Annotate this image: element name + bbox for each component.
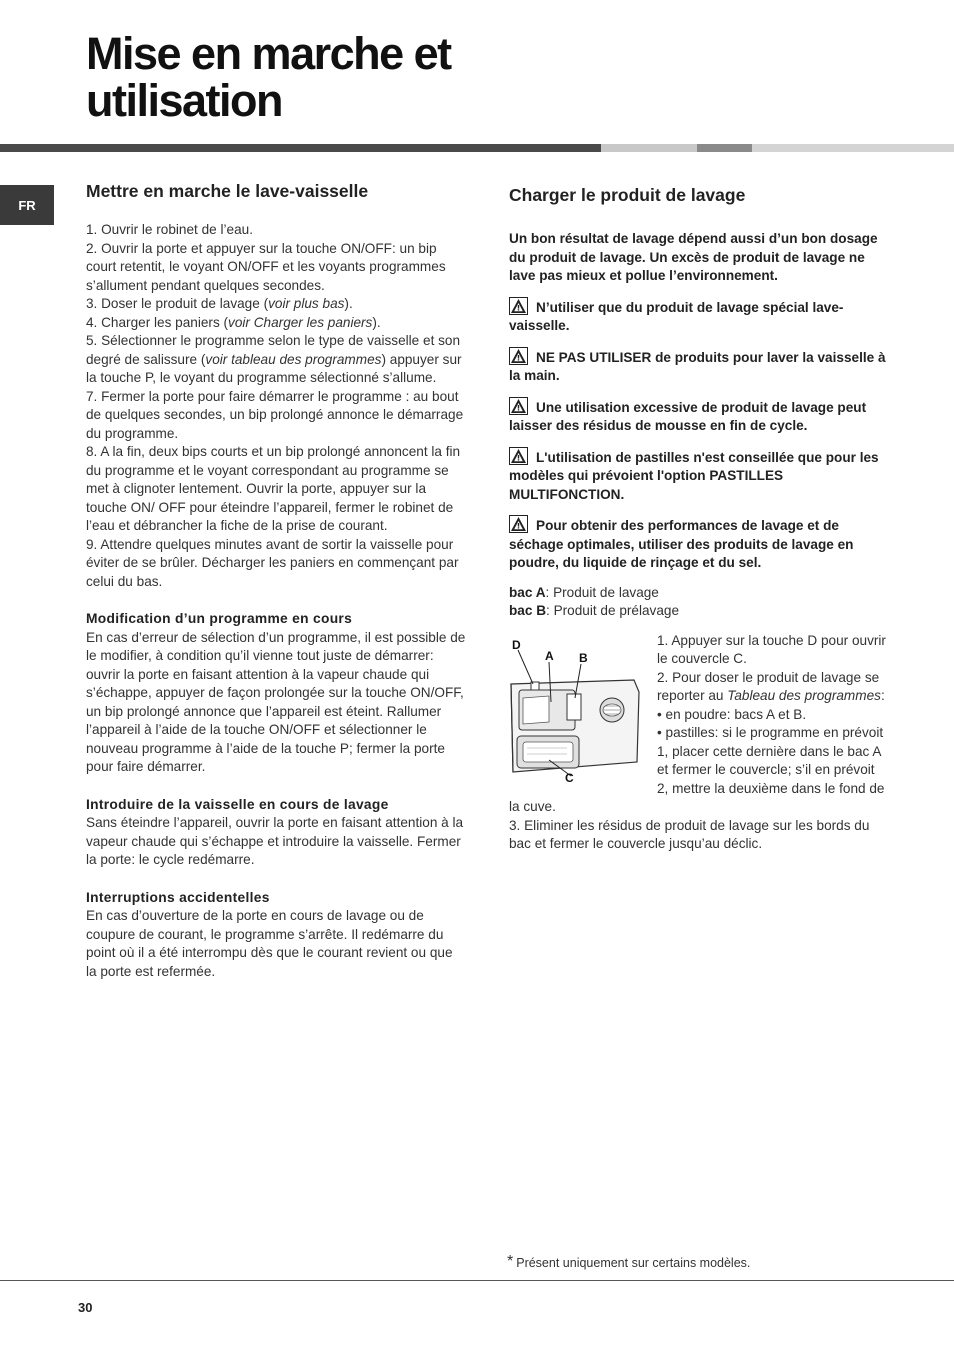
- compartment-b: [509, 602, 889, 621]
- step-2: 2. Ouvrir la porte et appuyer sur la touche ON/OFF: un bip court retentit, le voyant ON/OFF et les voyants programmes s’allument pendant quelques secondes.: [86, 240, 446, 293]
- warning-1-text: N’utiliser que du produit de lavage spécial lave-vaisselle.: [509, 299, 844, 333]
- subheading-modification: Modification d’un programme en cours: [86, 611, 353, 626]
- modification-text: En cas d’erreur de sélection d’un programme, il est possible de le modifier, à condition qu’il vienne tout juste de démarrer: ouvrir la porte en faisant attention à la vapeur chaude qui s’échappe, appuyer de façon prolongée sur la touche ON/OFF, un bip prolongé annonce que l’appareil est éteint. Rallumer l’appareil à l’aide de la touche ON/OFF et sélectionner le nouveau programme à l’aide de la touche P; fermer la porte pour faire démarrer.: [86, 629, 466, 774]
- intro-text: Un bon résultat de lavage dépend aussi d’un bon dosage du produit de lavage. Un excès de produit de lavage ne lave pas mieux et pollue l’environnement.: [509, 231, 878, 283]
- warning-5-text: Pour obtenir des performances de lavage et de séchage optimales, utiliser des produits de lavage en poudre, du liquide de rinçage et du sel.: [509, 518, 854, 570]
- step-7: 7. Fermer la porte pour faire démarrer le programme : au bout de quelques secondes, un bip prolongé annonce le démarrage du programme.: [86, 388, 464, 441]
- compartment-a-text: : Produit de lavage: [545, 584, 659, 600]
- instruction-2-text: 2. Pour doser le produit de lavage se reporter au: [657, 669, 880, 703]
- step-3-ref: voir plus bas: [268, 296, 345, 311]
- warning-2-text: NE PAS UTILISER de produits pour laver la vaisselle à la main.: [509, 349, 886, 383]
- warning-3-text: Une utilisation excessive de produit de lavage peut laisser des résidus de mousse en fin de cycle.: [509, 399, 867, 433]
- page-title-line2: utilisation: [86, 75, 282, 126]
- step-1: 1. Ouvrir le robinet de l’eau.: [86, 222, 253, 237]
- page-title: [86, 30, 786, 124]
- diagram-label-c: C: [565, 770, 574, 782]
- footer-rule: [0, 1280, 954, 1281]
- compartment-a-label: bac A: [509, 584, 546, 600]
- right-column: [509, 184, 889, 854]
- warning-2: [509, 347, 889, 386]
- step-4-ref: voir Charger les paniers: [228, 314, 373, 330]
- left-column: [86, 180, 466, 981]
- diagram-label-a: A: [545, 648, 554, 663]
- interruptions-text: En cas d’ouverture de la porte en cours de lavage ou de coupure de courant, le programme s’arrête. Il redémarre du point où il a été interrompu dès que le courant revient ou que la porte est refermée.: [86, 908, 453, 979]
- step-3-end: ).: [344, 296, 353, 311]
- warning-triangle-icon: [509, 397, 528, 415]
- header-rule-mid: [697, 144, 752, 152]
- detergent-dispenser-diagram: [509, 632, 649, 782]
- warning-4-text: L'utilisation de pastilles n'est conseillée que pour les modèles qui prévoient l'option PASTILLES MULTIFONCTION.: [509, 449, 879, 502]
- step-3-text: 3. Doser le produit de lavage (: [86, 296, 269, 311]
- instruction-1: 1. Appuyer sur la touche D pour ouvrir le couvercle C.: [657, 632, 886, 666]
- compartment-b-label: bac B: [509, 603, 547, 618]
- step-8: 8. A la fin, deux bips courts et un bip prolongé annoncent la fin du programme et le voyant correspondant au programme se met à clignoter lentement. Ouvrir la porte, appuyer sur la touche ON/ OFF pour éteindre l’appareil, fermer le robinet de l’eau et débrancher la fiche de la prise de courant.: [86, 444, 461, 533]
- page-title-line1: Mise en marche et: [86, 28, 451, 79]
- header-rule-light: [601, 144, 697, 152]
- warning-4: [509, 447, 889, 505]
- step-9: 9. Attendre quelques minutes avant de sortir la vaisselle pour éviter de se brûler. Décharger les paniers en commençant par celui du bas.: [86, 536, 459, 589]
- step-4-end: ).: [372, 314, 381, 330]
- introduire-text: Sans éteindre l’appareil, ouvrir la porte en faisant attention à la vapeur chaude qui s’échappe et introduire la vaisselle. Fermer la porte: le cycle redémarre.: [86, 815, 464, 867]
- diagram-label-b: B: [579, 650, 588, 665]
- subheading-introduire: Introduire de la vaisselle en cours de lavage: [86, 796, 389, 812]
- footnote: [507, 1253, 750, 1271]
- instruction-bullet-tablets: • pastilles: si le programme en prévoit 1, placer cette dernière dans le bac A et fermer le couvercle; s’il en prévoit 2, mettre la deuxième dans le fond de la cuve.: [509, 725, 885, 814]
- diagram-label-d: D: [512, 637, 521, 652]
- header-rule-light-end: [752, 144, 954, 152]
- step-5-text: 5. Sélectionner le programme selon le type de vaisselle et son degré de salissure (: [86, 333, 461, 367]
- warning-triangle-icon: [509, 515, 528, 533]
- dispenser-section: [509, 632, 889, 854]
- warning-triangle-icon: [509, 447, 528, 465]
- page-number: 30: [78, 1300, 93, 1315]
- instruction-bullet-powder: • en poudre: bacs A et B.: [657, 706, 807, 722]
- compartment-list: [509, 584, 889, 621]
- step-4: [86, 314, 466, 333]
- instruction-3: 3. Eliminer les résidus de produit de lavage sur les bords du bac et fermer le couvercle jusqu’au déclic.: [509, 817, 870, 851]
- step-5-end: ) appuyer sur la touche P, le voyant du programme sélectionné s’allume.: [86, 351, 462, 385]
- warning-triangle-icon: [509, 347, 528, 365]
- footnote-text: Présent uniquement sur certains modèles.: [516, 1256, 751, 1270]
- step-4-text: 4. Charger les paniers (: [86, 314, 229, 330]
- instruction-2-end: :: [880, 688, 885, 703]
- subheading-interruptions: Interruptions accidentelles: [86, 889, 270, 905]
- step-3: [86, 295, 466, 314]
- section-heading-start: Mettre en marche le lave-vaisselle: [86, 181, 369, 201]
- warning-5: [509, 515, 889, 573]
- warning-1: [509, 297, 889, 336]
- compartment-a: [509, 584, 889, 603]
- warning-3: [509, 397, 889, 436]
- instruction-2-ref: Tableau des programmes: [727, 688, 881, 703]
- language-tab: FR: [0, 185, 54, 225]
- compartment-b-text: : Produit de prélavage: [546, 603, 680, 618]
- footnote-asterisk: *: [507, 1253, 514, 1270]
- header-rule-dark: [0, 144, 601, 152]
- step-5-ref: voir tableau des programmes: [205, 351, 382, 367]
- warning-triangle-icon: [509, 297, 528, 315]
- section-heading-detergent: Charger le produit de lavage: [509, 185, 746, 205]
- step-5: [86, 332, 466, 388]
